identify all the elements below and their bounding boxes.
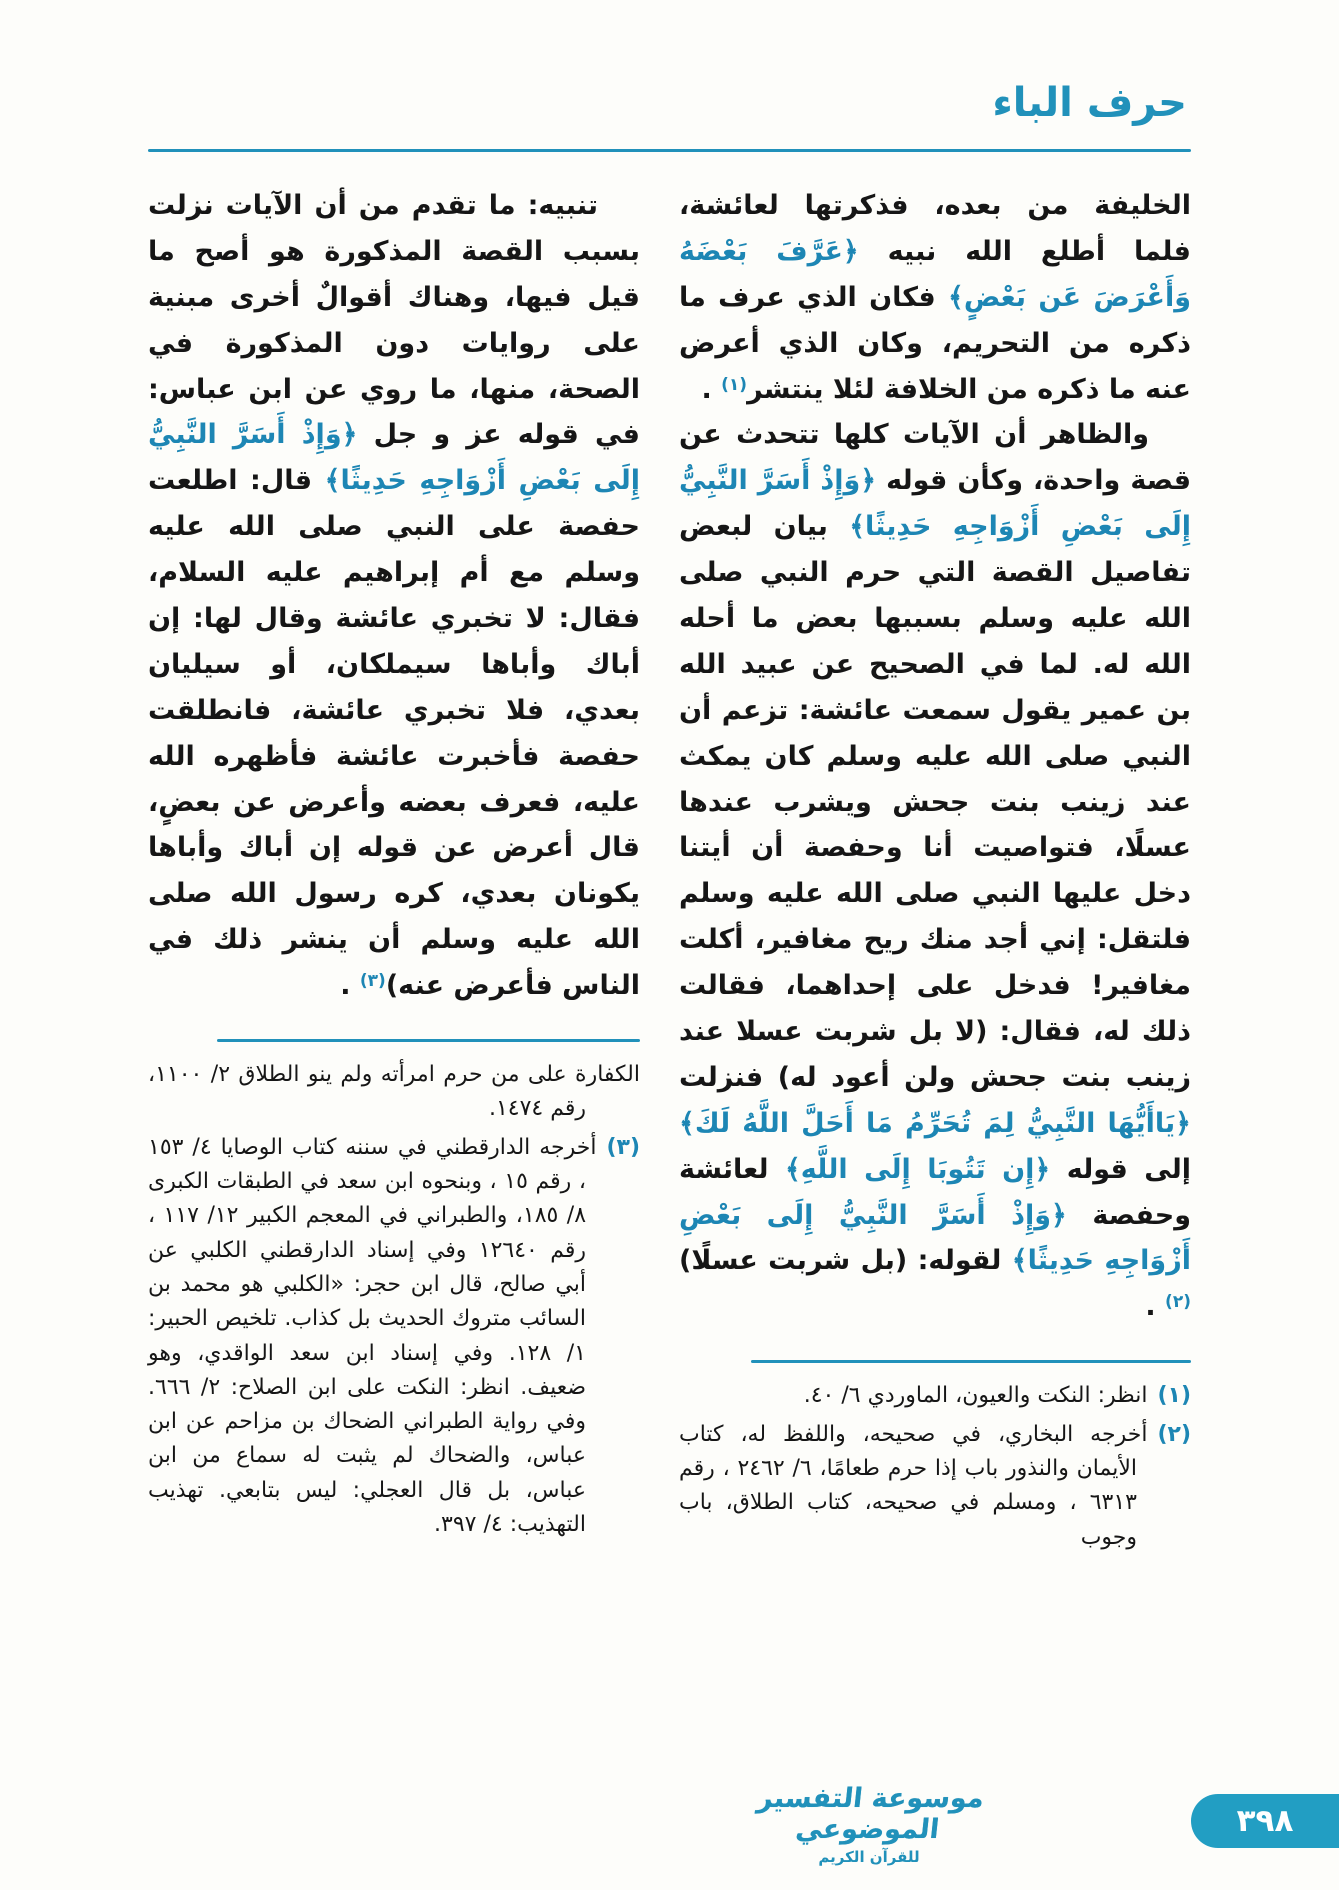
footnote-item: [679, 1379, 1191, 1413]
footnote-ref: (٣): [359, 971, 386, 992]
footnote-text: أخرجه البخاري، في صحيحه، واللفظ له، كتاب الأيمان والنذور باب إذا حرم طعامًا، ٦/ ٢٤٦٢ ، رقم ٦٣١٣ ، ومسلم في صحيحه، كتاب الطلاق، باب وجوب: [679, 1421, 1148, 1550]
text-run: لقوله: (بل شربت عسلًا): [679, 1245, 1012, 1277]
text-run: والظاهر أن الآيات كلها تتحدث عن قصة واحدة، وكأن قوله: [679, 419, 1191, 497]
body-paragraph: [148, 183, 640, 1009]
column-left: [148, 183, 640, 1542]
footnotes-right: [679, 1360, 1191, 1555]
quran-verse: ﴿وَإِذْ أَسَرَّ النَّبِيُّ إِلَى بَعْضِ أَزْوَاجِهِ حَدِيثًا﴾: [679, 465, 1191, 543]
chapter-title: حرف الباء: [992, 80, 1187, 126]
footnote-ref: (١): [721, 374, 748, 395]
body-paragraph: [679, 412, 1191, 1330]
footnote-text: الكفارة على من حرم امرأته ولم ينو الطلاق ٢/ ١١٠٠، رقم ١٤٧٤.: [148, 1062, 641, 1122]
footnote-ref: (٢): [1165, 1292, 1191, 1313]
footnote-item: [148, 1058, 640, 1127]
text-run: .: [340, 970, 360, 1002]
footnote-number: (٢): [1157, 1421, 1191, 1447]
footnote-text: أخرجه الدارقطني في سننه كتاب الوصايا ٤/ ١٥٣ ، رقم ١٥ ، وبنحوه ابن سعد في الطبقات الكبرى ٨/ ١٨٥، والطبراني في المعجم الكبير ١٢/ ١١٧ ، رقم ١٢٦٤٠ وفي إسناد الدارقطني الكلبي عن أبي صالح، قال ابن حجر: «الكلبي هو محمد بن السائب متروك الحديث بل كذاب. تلخيص الحبير: ١/ ١٢٨. وفي إسناد ابن سعد الواقدي، وهو ضعيف. انظر: النكت على ابن الصلاح: ٢/ ٦٦٦. وفي رواية الطبراني الضحاك بن مزاحم عن ابن عباس، والضحاك لم يثبت له سماع من ابن عباس، بل قال العجلي: ليس بتابعي. تهذيب التهذيب: ٤/ ٣٩٧.: [148, 1134, 597, 1538]
page-number: ٣٩٨: [1236, 1803, 1294, 1839]
text-run: تنبيه: ما تقدم من أن الآيات نزلت بسبب القصة المذكورة هو أصح ما قيل فيها، وهناك أقوالٌ أخرى مبنية على روايات دون المذكورة في الصحة، منها، ما روي عن ابن عباس: في قوله عز و جل: [148, 190, 640, 451]
text-run: الخليفة من بعده، فذكرتها لعائشة، فلما أطلع الله نبيه: [679, 190, 1191, 267]
text-run: .: [1145, 1291, 1166, 1323]
footnote-item: [148, 1131, 640, 1543]
footnote-divider: [217, 1039, 640, 1042]
quran-verse: ﴿وَإِذْ أَسَرَّ النَّبِيُّ إِلَى بَعْضِ أَزْوَاجِهِ حَدِيثًا﴾: [148, 419, 640, 497]
footnote-item: [679, 1418, 1191, 1555]
logo-title: موسوعة التفسير الموضوعي: [755, 1783, 986, 1845]
header-divider: [148, 149, 1191, 152]
page-number-badge: [1191, 1794, 1339, 1848]
publisher-logo: [739, 1783, 999, 1866]
column-right: [679, 183, 1191, 1555]
footnote-number: (١): [1157, 1383, 1191, 1409]
quran-verse: ﴿عَرَّفَ بَعْضَهُ وَأَعْرَضَ عَن بَعْضٍ﴾: [679, 235, 1191, 313]
text-run: فكان الذي عرف ما ذكره من التحريم، وكان الذي أعرض عنه ما ذكره من الخلافة لئلا ينتشر: [679, 281, 1191, 405]
quran-verse: ﴿إِن تَتُوبَا إِلَى اللَّهِ﴾: [784, 1153, 1051, 1185]
logo-subtitle: للقرآن الكريم: [818, 1848, 920, 1866]
footnote-number: (٣): [606, 1134, 641, 1160]
text-run: إلى قوله: [1050, 1153, 1191, 1185]
quran-verse: ﴿يَاأَيُّهَا النَّبِيُّ لِمَ تُحَرِّمُ مَا أَحَلَّ اللَّهُ لَكَ﴾: [679, 1107, 1191, 1139]
footnote-text: انظر: النكت والعيون، الماوردي ٦/ ٤٠.: [803, 1383, 1148, 1409]
text-run: بيان لبعض تفاصيل القصة التي حرم النبي صلى الله عليه وسلم بسببها بعض ما أحله الله له. لما في الصحيح عن عبيد الله بن عمير يقول سمعت عائشة: تزعم أن النبي صلى الله عليه وسلم كان يمكث عند زينب بنت جحش ويشرب عندها عسلًا، فتواصيت أنا وحفصة أن أيتنا دخل عليها النبي صلى الله عليه وسلم فلتقل: إني أجد منك ريح مغافير، أكلت مغافير! فدخل على إحداهما، فقالت ذلك له، فقال: (لا بل شربت عسلا عند زينب بنت جحش ولن أعود له) فنزلت: [679, 511, 1191, 1093]
body-paragraph: [679, 183, 1191, 412]
footnote-divider: [751, 1360, 1191, 1363]
text-run: .: [701, 373, 722, 405]
text-run: قال: اطلعت حفصة على النبي صلى الله عليه وسلم مع أم إبراهيم عليه السلام، فقال: لا تخبري عائشة وقال لها: إن أباك وأباها سيملكان، أو سيليان بعدي، فلا تخبري عائشة، فانطلقت حفصة فأخبرت عائشة فأظهره الله عليه، فعرف بعضه وأعرض عن بعضٍ، قال أعرض عن قوله إن أباك وأباها يكونان بعدي، كره رسول الله صلى الله عليه وسلم أن ينشر ذلك في الناس فأعرض عنه): [148, 465, 640, 1002]
text-run: لعائشة وحفصة: [679, 1153, 1191, 1231]
footnotes-left: [148, 1039, 640, 1542]
quran-verse: ﴿وَإِذْ أَسَرَّ النَّبِيُّ إِلَى بَعْضِ أَزْوَاجِهِ حَدِيثًا﴾: [679, 1199, 1191, 1277]
